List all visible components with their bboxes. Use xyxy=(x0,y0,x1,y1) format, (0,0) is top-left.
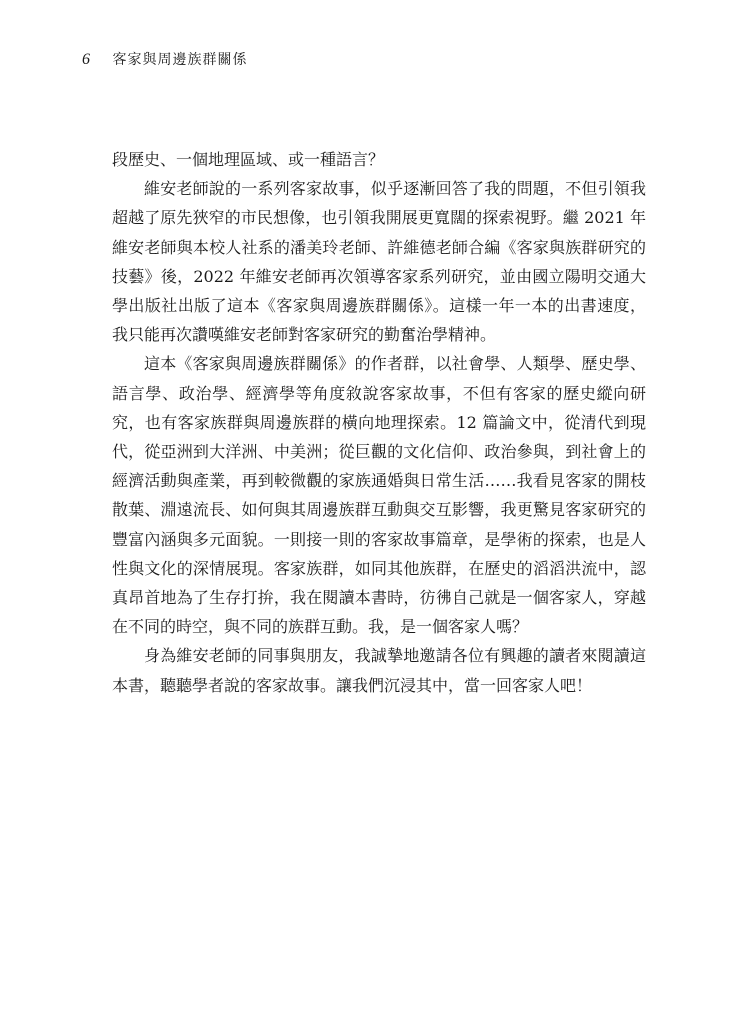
book-title: 客家與周邊族群關係 xyxy=(112,52,248,68)
paragraph: 維安老師說的一系列客家故事，似乎逐漸回答了我的問題，不但引領我超越了原先狹窄的市民想像，也引領我開展更寬闊的探索視野。繼 2021 年維安老師與本校人社系的潘美玲老師、許維德老師合編《客家與族群研究的技藝》後，2022 年維安老師再次領導客家系列研究，並由國立陽明交通大學出版社出版了這本《客家與周邊族群關係》。這樣一年一本的出書速度，我只能再次讚嘆維安老師對客家研究的勤奮治學精神。 xyxy=(112,179,646,345)
paragraph-continuation: 段歷史、一個地理區域、或一種語言？ xyxy=(112,150,385,169)
page-number: 6 xyxy=(82,51,91,68)
paragraph: 這本《客家與周邊族群關係》的作者群，以社會學、人類學、歷史學、語言學、政治學、經濟學等角度敘說客家故事，不但有客家的歷史縱向研究，也有客家族群與周邊族群的橫向地理探索。12 篇論文中，從清代到現代，從亞洲到大洋洲、中美洲；從巨觀的文化信仰、政治參與，到社會上的經濟活動與產業，再到較微觀的家族通婚與日常生活……我看見客家的開枝散葉、淵遠流長、如何與其周邊族群互動與交互影響，我更驚見客家研究的豐富內涵與多元面貌。一則接一則的客家故事篇章，是學術的探索，也是人性與文化的深情展現。客家族群，如同其他族群，在歷史的滔滔洪流中，認真昂首地為了生存打拚，我在閱讀本書時，彷彿自己就是一個客家人，穿越在不同的時空，與不同的族群互動。我，是一個客家人嗎？ xyxy=(112,354,646,637)
running-header xyxy=(82,49,247,69)
paragraph: 身為維安老師的同事與朋友，我誠摯地邀請各位有興趣的讀者來閱讀這本書，聽聽學者說的客家故事。讓我們沉浸其中，當一回客家人吧！ xyxy=(112,646,646,695)
body-text xyxy=(112,145,646,700)
